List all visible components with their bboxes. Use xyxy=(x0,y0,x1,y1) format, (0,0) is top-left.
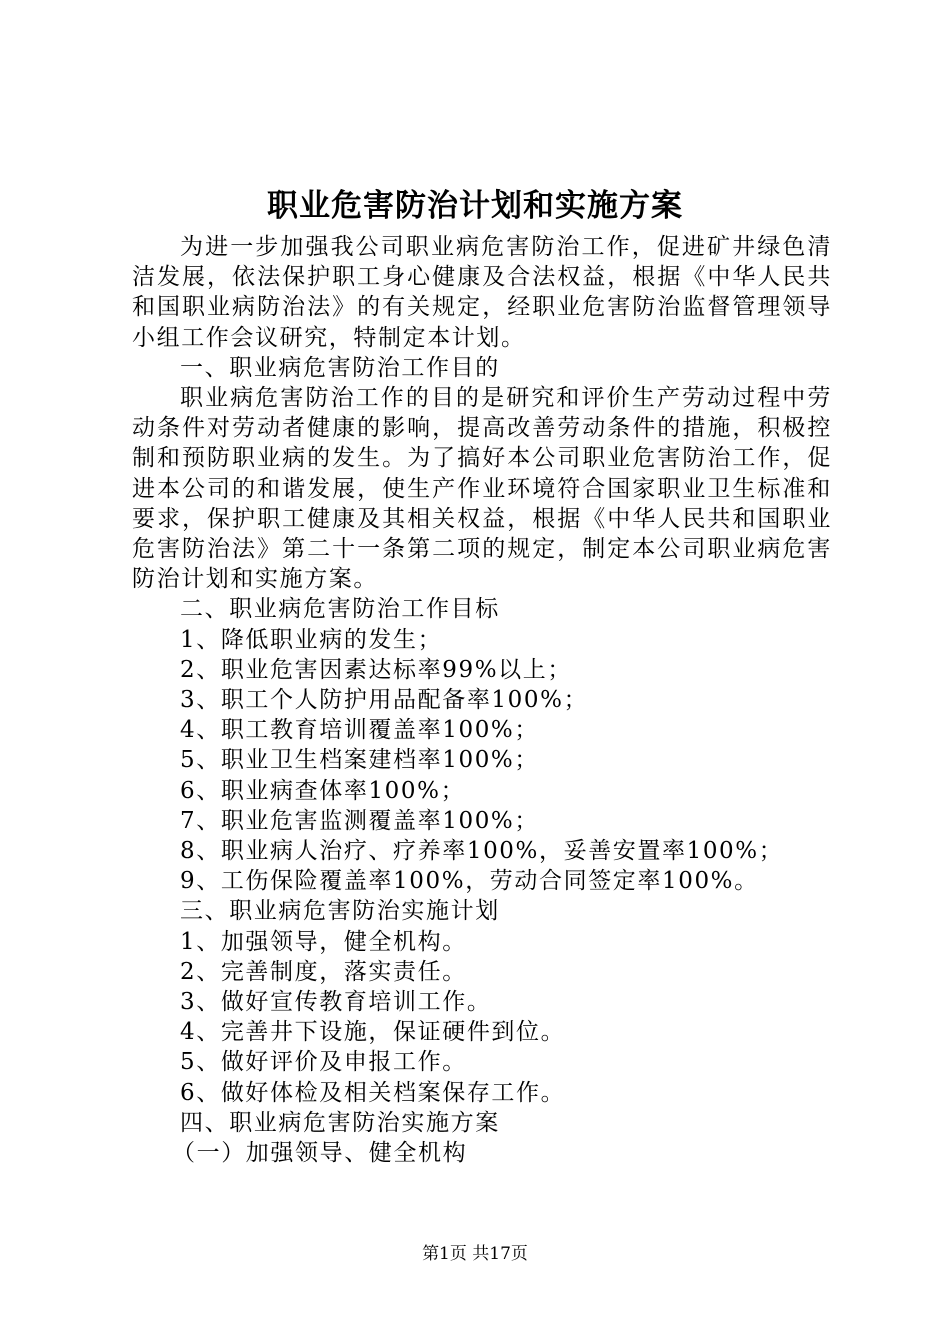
plan-item: 1、加强领导，健全机构。 xyxy=(180,928,467,955)
plan-item: 6、做好体检及相关档案保存工作。 xyxy=(180,1079,566,1106)
section-1-heading: 一、职业病危害防治工作目的 xyxy=(180,354,500,381)
section-1-paragraph: 职业病危害防治工作的目的是研究和评价生产劳动过程中劳动条件对劳动者健康的影响，提高改善劳动条件的措施，积极控制和预防职业病的发生。为了搞好本公司职业危害防治工作，促进本公司的和谐发展，使生产作业环境符合国家职业卫生标准和要求，保护职工健康及其相关权益，根据《中华人民共和国职业危害防治法》第二十一条第二项的规定，制定本公司职业病危害防治计划和实施方案。 xyxy=(132,385,832,593)
section-4-heading: 四、职业病危害防治实施方案 xyxy=(180,1109,500,1136)
plan-item: 5、做好评价及申报工作。 xyxy=(180,1049,467,1076)
goal-item: 1、降低职业病的发生； xyxy=(180,626,443,653)
goal-item: 2、职业危害因素达标率99%以上； xyxy=(180,656,572,683)
goal-item: 4、职工教育培训覆盖率100%； xyxy=(180,717,539,744)
section-2-heading: 二、职业病危害防治工作目标 xyxy=(180,596,500,623)
plan-item: 3、做好宣传教育培训工作。 xyxy=(180,989,492,1016)
goal-item: 3、职工个人防护用品配备率100%； xyxy=(180,687,589,714)
document-title: 职业危害防治计划和实施方案 xyxy=(267,188,683,224)
section-3-heading: 三、职业病危害防治实施计划 xyxy=(180,898,500,925)
document-body xyxy=(132,232,832,1168)
goal-item: 6、职业病查体率100%； xyxy=(180,777,466,804)
page-number-footer: 第1页 共17页 xyxy=(422,1244,528,1264)
goal-item: 8、职业病人治疗、疗养率100%，妥善安置率100%； xyxy=(180,838,784,865)
plan-item: 2、完善制度，落实责任。 xyxy=(180,958,467,985)
plan-item: 4、完善井下设施，保证硬件到位。 xyxy=(180,1019,566,1046)
goal-item: 9、工伤保险覆盖率100%，劳动合同签定率100%。 xyxy=(180,868,759,895)
goal-item: 7、职业危害监测覆盖率100%； xyxy=(180,807,539,834)
intro-paragraph: 为进一步加强我公司职业病危害防治工作，促进矿井绿色清洁发展，依法保护职工身心健康及合法权益，根据《中华人民共和国职业病防治法》的有关规定，经职业危害防治监督管理领导小组工作会议研究，特制定本计划。 xyxy=(132,234,832,351)
section-4-subheading: （一）加强领导、健全机构 xyxy=(172,1140,468,1167)
goal-item: 5、职业卫生档案建档率100%； xyxy=(180,747,539,774)
